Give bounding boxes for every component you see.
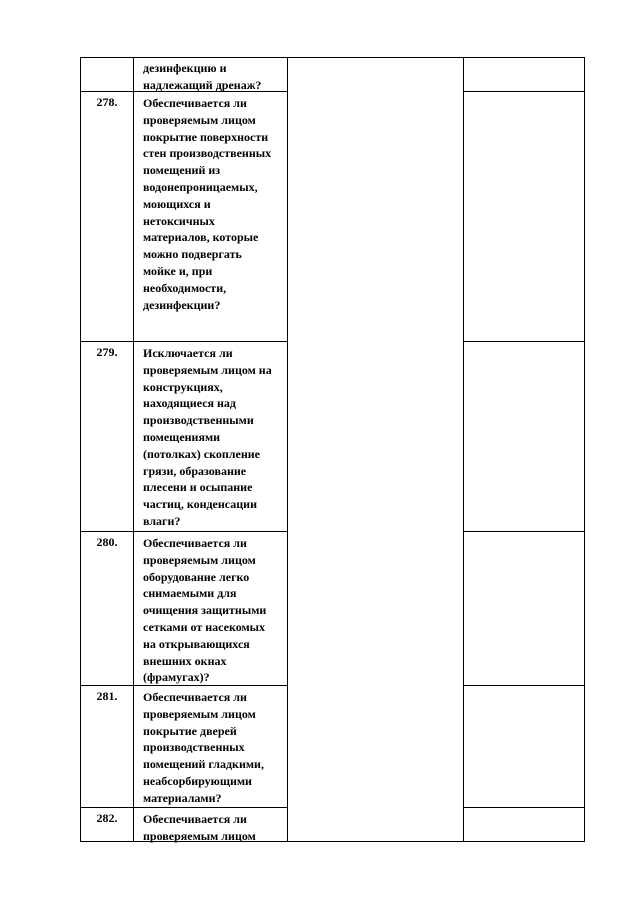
row-number: 282. — [96, 811, 118, 825]
question-line: проверяемым лицом на — [143, 362, 272, 377]
question-text — [143, 811, 285, 845]
question-line: (потолках) скопление — [143, 446, 260, 461]
question-line: Обеспечивается ли — [143, 96, 247, 110]
question-line: находящиеся над — [143, 396, 236, 411]
question-line: помещениями — [143, 429, 221, 444]
question-line: Обеспечивается ли — [143, 812, 247, 826]
row-divider — [463, 341, 585, 342]
row-number: 281. — [96, 689, 118, 703]
question-line: моющихся и — [143, 196, 211, 211]
question-line: проверяемым лицом — [143, 552, 256, 567]
question-line: Исключается ли — [143, 346, 233, 360]
row-divider — [463, 685, 585, 686]
question-line: помещений из — [143, 163, 221, 178]
question-line: проверяемым лицом — [143, 706, 256, 721]
question-line: материалов, которые — [143, 230, 259, 245]
question-line: конструкциях, — [143, 379, 223, 394]
column-divider — [287, 57, 288, 842]
question-line: нетоксичных — [143, 213, 215, 228]
question-line: неабсорбирующими — [143, 773, 252, 788]
question-line: необходимости, — [143, 280, 227, 295]
row-number: 278. — [96, 95, 118, 109]
question-line: Обеспечивается ли — [143, 690, 247, 704]
question-line: дезинфекцию и — [143, 61, 227, 75]
question-line: очищения защитными — [143, 603, 267, 618]
question-text — [143, 60, 285, 94]
question-line: снимаемыми для — [143, 586, 237, 601]
question-line: надлежащий дренаж? — [143, 77, 262, 92]
row-number: 280. — [96, 535, 118, 549]
question-line: можно подвергать — [143, 247, 242, 262]
column-divider — [463, 57, 464, 842]
question-line: плесени и осыпание — [143, 480, 253, 495]
row-divider — [463, 531, 585, 532]
question-text — [143, 95, 285, 313]
row-divider — [463, 807, 585, 808]
question-text — [143, 535, 285, 686]
question-text — [143, 345, 285, 530]
column-divider — [133, 57, 134, 842]
question-line: производственными — [143, 413, 254, 428]
question-line: дезинфекции? — [143, 297, 221, 312]
row-number: 279. — [96, 345, 118, 359]
row-divider — [463, 91, 585, 92]
question-line: Обеспечивается ли — [143, 536, 247, 550]
row-divider — [80, 531, 288, 532]
column-divider — [584, 57, 585, 842]
question-line: внешних окнах — [143, 653, 227, 668]
question-line: покрытие дверей — [143, 723, 237, 738]
question-line: мойке и, при — [143, 263, 213, 278]
question-line: водонепроницаемых, — [143, 179, 258, 194]
question-line: стен производственных — [143, 146, 272, 161]
question-line: проверяемым лицом — [143, 112, 256, 127]
question-line: сетками от насекомых — [143, 619, 266, 634]
question-line: помещений гладкими, — [143, 757, 264, 772]
row-divider — [80, 807, 288, 808]
row-divider — [80, 57, 585, 58]
row-divider — [80, 341, 288, 342]
question-line: (фрамугах)? — [143, 670, 210, 685]
question-line: покрытие поверхности — [143, 129, 269, 144]
question-line: грязи, образование — [143, 463, 247, 478]
question-line: материалами? — [143, 790, 222, 805]
column-divider — [80, 57, 81, 842]
question-line: производственных — [143, 740, 245, 755]
question-line: влаги? — [143, 513, 181, 528]
question-text — [143, 689, 285, 807]
question-line: частиц, конденсации — [143, 497, 258, 512]
question-line: оборудование легко — [143, 569, 250, 584]
question-line: на открывающихся — [143, 636, 250, 651]
question-line: проверяемым лицом — [143, 828, 256, 843]
